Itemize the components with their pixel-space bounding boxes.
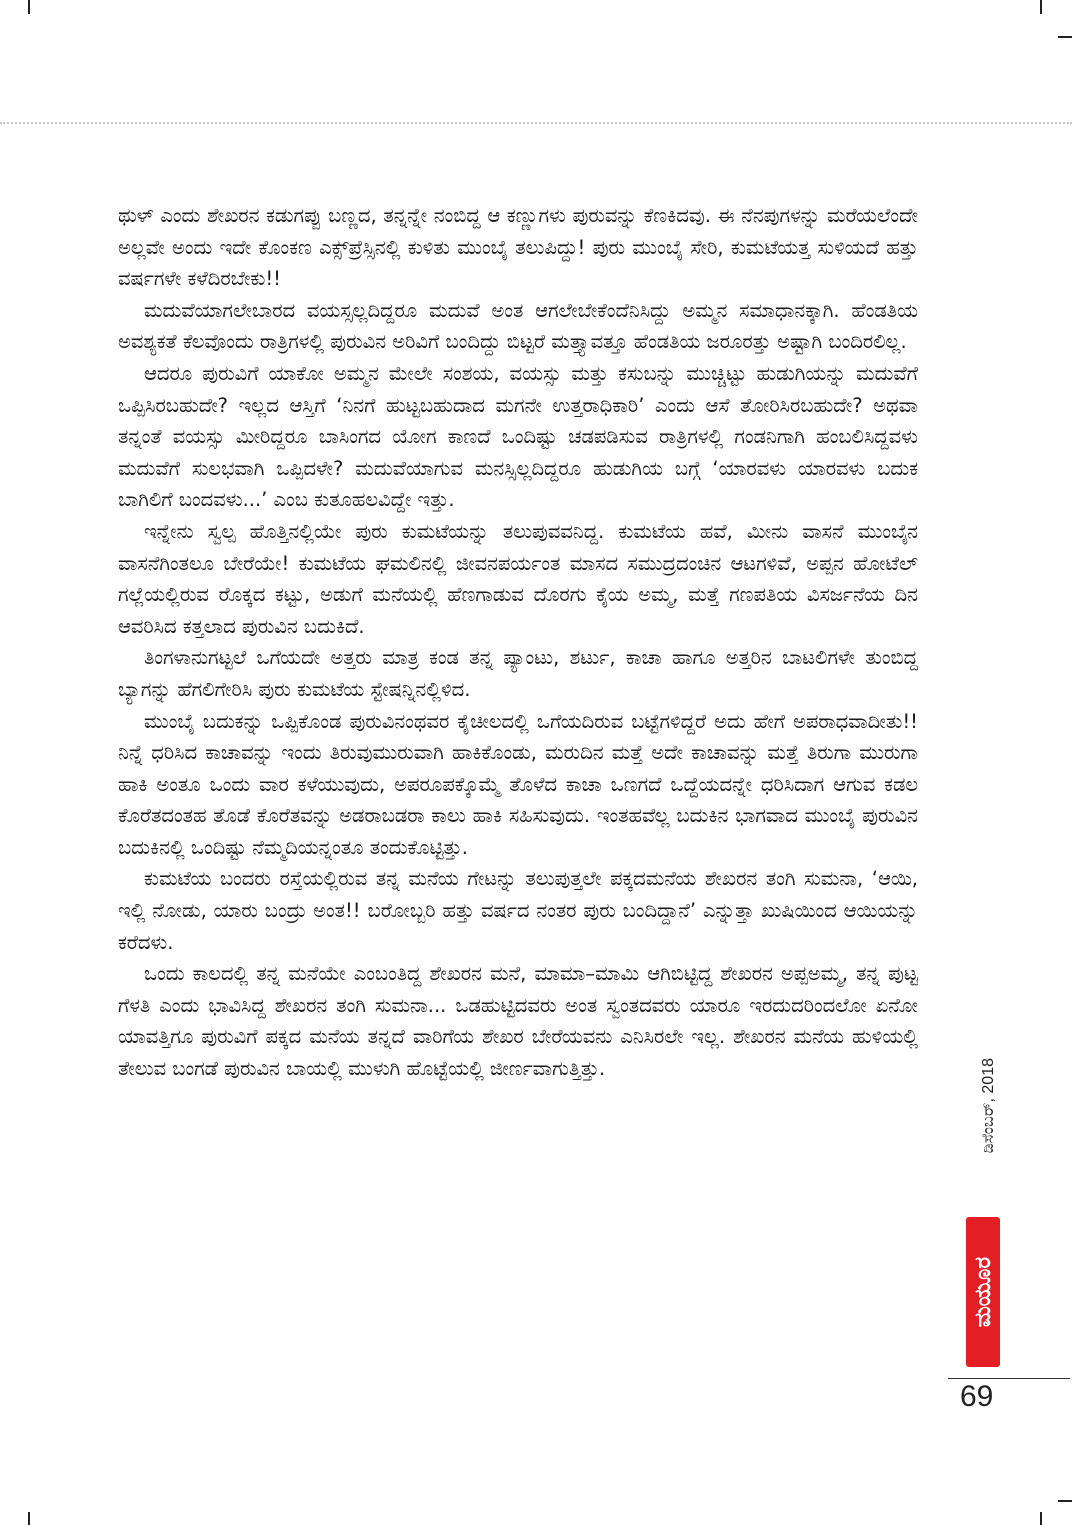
crop-mark-top-right	[1040, 0, 1042, 14]
crop-mark-bottom-left	[28, 1512, 30, 1525]
crop-mark-top-left	[28, 0, 30, 14]
crop-mark-right-top	[1058, 36, 1072, 38]
page-number: 69	[960, 1380, 994, 1413]
header-dotted-rule	[0, 122, 1072, 124]
magazine-logo	[966, 1217, 1000, 1367]
paragraph-5: ತಿಂಗಳಾನುಗಟ್ಟಲೆ ಒಗೆಯದೇ ಅತ್ತರು ಮಾತ್ರ ಕಂಡ ತನ್ನ ಪ್ಯಾಂಟು, ಶರ್ಟು, ಕಾಚಾ ಹಾಗೂ ಅತ್ತರಿನ ಬಾಟಲಿಗಳೇ ತುಂಬಿದ್ದ ಬ್ಯಾಗನ್ನು ಹೆಗಲಿಗೇರಿಸಿ ಪುರು ಕುಮಟೆಯ ಸ್ಟೇಷನ್ನಿನಲ್ಲಿಳಿದ.	[118, 646, 918, 701]
paragraph-6: ಮುಂಬೈ ಬದುಕನ್ನು ಒಪ್ಪಿಕೊಂಡ ಪುರುವಿನಂಥವರ ಕೈಚೀಲದಲ್ಲಿ ಒಗೆಯದಿರುವ ಬಟ್ಟೆಗಳಿದ್ದರೆ ಅದು ಹೇಗೆ ಅಪರಾಧವಾದೀತು!! ನಿನ್ನೆ ಧರಿಸಿದ ಕಾಚಾವನ್ನು ಇಂದು ತಿರುವುಮುರುವಾಗಿ ಹಾಕಿಕೊಂಡು, ಮರುದಿನ ಮತ್ತೆ ಅದೇ ಕಾಚಾವನ್ನು ಮತ್ತೆ ತಿರುಗಾ ಮುರುಗಾ ಹಾಕಿ ಅಂತೂ ಒಂದು ವಾರ ಕಳೆಯುವುದು, ಅಪರೂಪಕ್ಕೊಮ್ಮೆ ತೊಳೆದ ಕಾಚಾ ಒಣಗದೆ ಒದ್ದೆಯದನ್ನೇ ಧರಿಸಿದಾಗ ಆಗುವ ಕಡಲ ಕೊರೆತದಂತಹ ತೊಡೆ ಕೊರೆತವನ್ನು ಅಡರಾಬಡರಾ ಕಾಲು ಹಾಕಿ ಸಹಿಸುವುದು. ಇಂತಹವೆಲ್ಲ ಬದುಕಿನ ಭಾಗವಾದ ಮುಂಬೈ ಪುರುವಿನ ಬದುಕಿನಲ್ಲಿ ಒಂದಿಷ್ಟು ನೆಮ್ಮದಿಯನ್ನಂತೂ ತಂದುಕೊಟ್ಟಿತ್ತು.	[118, 709, 918, 859]
article-body	[118, 200, 918, 1390]
page-number-rule	[948, 1378, 1070, 1379]
paragraph-1: ಥುಳ್ ಎಂದು ಶೇಖರನ ಕಡುಗಪ್ಪು ಬಣ್ಣದ, ತನ್ನನ್ನೇ ನಂಬಿದ್ದ ಆ ಕಣ್ಣುಗಳು ಪುರುವನ್ನು ಕೆಣಕಿದವು. ಈ ನೆನಪುಗಳನ್ನು ಮರೆಯಲೆಂದೇ ಅಲ್ಲವೇ ಅಂದು ಇದೇ ಕೊಂಕಣ ಎಕ್ಸ್‌ಪ್ರೆಸ್ಸಿನಲ್ಲಿ ಕುಳಿತು ಮುಂಬೈ ತಲುಪಿದ್ದು! ಪುರು ಮುಂಬೈ ಸೇರಿ, ಕುಮಟೆಯತ್ತ ಸುಳಿಯದೆ ಹತ್ತು ವರ್ಷಗಳೇ ಕಳೆದಿರಬೇಕು!!	[118, 204, 918, 291]
paragraph-2: ಮದುವೆಯಾಗಲೇಬಾರದ ವಯಸ್ಸಲ್ಲದಿದ್ದರೂ ಮದುವೆ ಅಂತ ಆಗಲೇಬೇಕೆಂದೆನಿಸಿದ್ದು ಅಮ್ಮನ ಸಮಾಧಾನಕ್ಕಾಗಿ. ಹೆಂಡತಿಯ ಅವಶ್ಯಕತೆ ಕೆಲವೊಂದು ರಾತ್ರಿಗಳಲ್ಲಿ ಪುರುವಿನ ಅರಿವಿಗೆ ಬಂದಿದ್ದು ಬಿಟ್ಟರೆ ಮತ್ತ್ಯಾವತ್ತೂ ಹೆಂಡತಿಯ ಜರೂರತ್ತು ಅಷ್ಟಾಗಿ ಬಂದಿರಲಿಲ್ಲ.	[118, 298, 918, 354]
paragraph-7: ಕುಮಟೆಯ ಬಂದರು ರಸ್ತೆಯಲ್ಲಿರುವ ತನ್ನ ಮನೆಯ ಗೇಟನ್ನು ತಲುಪುತ್ತಲೇ ಪಕ್ಕದಮನೆಯ ಶೇಖರನ ತಂಗಿ ಸುಮನಾ, ‘ಆಯಿ, ಇಲ್ಲಿ ನೋಡು, ಯಾರು ಬಂದ್ರು ಅಂತ!! ಬರೋಬ್ಬರಿ ಹತ್ತು ವರ್ಷದ ನಂತರ ಪುರು ಬಂದಿದ್ದಾನೆ’ ಎನ್ನುತ್ತಾ ಖುಷಿಯಿಂದ ಆಯಿಯನ್ನು ಕರೆದಳು.	[118, 867, 918, 954]
paragraph-8: ಒಂದು ಕಾಲದಲ್ಲಿ ತನ್ನ ಮನೆಯೇ ಎಂಬಂತಿದ್ದ ಶೇಖರನ ಮನೆ, ಮಾಮಾ–ಮಾಮಿ ಆಗಿಬಿಟ್ಟಿದ್ದ ಶೇಖರನ ಅಪ್ಪಅಮ್ಮ, ತನ್ನ ಪುಟ್ಟ ಗೆಳತಿ ಎಂದು ಭಾವಿಸಿದ್ದ ಶೇಖರನ ತಂಗಿ ಸುಮನಾ... ಒಡಹುಟ್ಟಿದವರು ಅಂತ ಸ್ವಂತದವರು ಯಾರೂ ಇರದುದರಿಂದಲೋ ಏನೋ ಯಾವತ್ತಿಗೂ ಪುರುವಿಗೆ ಪಕ್ಕದ ಮನೆಯ ತನ್ನದೆ ವಾರಿಗೆಯ ಶೇಖರ ಬೇರೆಯವನು ಎನಿಸಿರಲೇ ಇಲ್ಲ. ಶೇಖರನ ಮನೆಯ ಹುಳಿಯಲ್ಲಿ ತೇಲುವ ಬಂಗಡೆ ಪುರುವಿನ ಬಾಯಲ್ಲಿ ಮುಳುಗಿ ಹೊಟ್ಟೆಯಲ್ಲಿ ಜೀರ್ಣವಾಗುತ್ತಿತ್ತು.	[118, 962, 918, 1081]
crop-mark-right-bottom	[1058, 1500, 1072, 1502]
paragraph-4: ಇನ್ನೇನು ಸ್ವಲ್ಪ ಹೊತ್ತಿನಲ್ಲಿಯೇ ಪುರು ಕುಮಟೆಯನ್ನು ತಲುಪುವವನಿದ್ದ. ಕುಮಟೆಯ ಹವೆ, ಮೀನು ವಾಸನೆ ಮುಂಬೈನ ವಾಸನೆಗಿಂತಲೂ ಬೇರೆಯೇ! ಕುಮಟೆಯ ಘಮಲಿನಲ್ಲಿ ಜೀವನಪರ್ಯಂತ ಮಾಸದ ಸಮುದ್ರದಂಚಿನ ಆಟಗಳಿವೆ, ಅಪ್ಪನ ಹೋಟೆಲ್ ಗಲ್ಲೆಯಲ್ಲಿರುವ ರೊಕ್ಕದ ಕಟ್ಟು, ಅಡುಗೆ ಮನೆಯಲ್ಲಿ ಹೆಣಗಾಡುವ ದೊರಗು ಕೈಯ ಅಮ್ಮ, ಮತ್ತೆ ಗಣಪತಿಯ ವಿಸರ್ಜನೆಯ ದಿನ ಆವರಿಸಿದ ಕತ್ತಲಾದ ಪುರುವಿನ ಬದುಕಿದೆ.	[118, 519, 918, 638]
issue-date: ಡಿಸೆಂಬರ್, 2018	[980, 1058, 997, 1154]
crop-mark-bottom-right	[1040, 1512, 1042, 1525]
paragraph-3: ಆದರೂ ಪುರುವಿಗೆ ಯಾಕೋ ಅಮ್ಮನ ಮೇಲೇ ಸಂಶಯ, ವಯಸ್ಸು ಮತ್ತು ಕಸುಬನ್ನು ಮುಚ್ಚಿಟ್ಟು ಹುಡುಗಿಯನ್ನು ಮದುವೆಗೆ ಒಪ್ಪಿಸಿರಬಹುದೇ? ಇಲ್ಲದ ಆಸ್ತಿಗೆ ‘ನಿನಗೆ ಹುಟ್ಟಬಹುದಾದ ಮಗನೇ ಉತ್ತರಾಧಿಕಾರಿ’ ಎಂದು ಆಸೆ ತೋರಿಸಿರಬಹುದೇ? ಅಥವಾ ತನ್ನಂತೆ ವಯಸ್ಸು ಮೀರಿದ್ದರೂ ಬಾಸಿಂಗದ ಯೋಗ ಕಾಣದೆ ಒಂದಿಷ್ಟು ಚಡಪಡಿಸುವ ರಾತ್ರಿಗಳಲ್ಲಿ ಗಂಡನಿಗಾಗಿ ಹಂಬಲಿಸಿದ್ದವಳು ಮದುವೆಗೆ ಸುಲಭವಾಗಿ ಒಪ್ಪಿದಳೇ? ಮದುವೆಯಾಗುವ ಮನಸ್ಸಿಲ್ಲದಿದ್ದರೂ ಹುಡುಗಿಯ ಬಗ್ಗೆ ‘ಯಾರವಳು ಯಾರವಳು ಬದುಕ ಬಾಗಿಲಿಗೆ ಬಂದವಳು...’ ಎಂಬ ಕುತೂಹಲವಿದ್ದೇ ಇತ್ತು.	[118, 361, 918, 512]
magazine-logo-text: ಮಯೂರ	[970, 1256, 996, 1328]
